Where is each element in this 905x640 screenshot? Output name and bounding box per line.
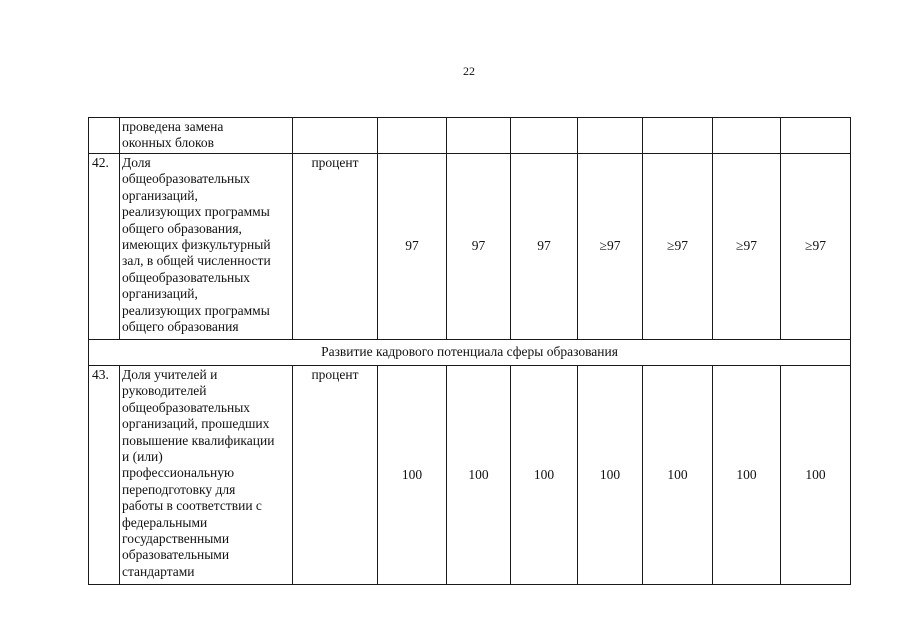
cell-value-empty	[578, 118, 643, 154]
cell-value-empty	[378, 118, 447, 154]
indicators-table	[88, 117, 851, 585]
table-row-42	[89, 154, 851, 340]
cell-value-empty	[447, 118, 511, 154]
cell-value: ≥97	[578, 154, 643, 340]
cell-value-empty	[643, 118, 713, 154]
cell-description: проведена замена оконных блоков	[120, 118, 293, 154]
cell-value-empty	[511, 118, 578, 154]
table-row-43	[89, 366, 851, 585]
cell-value: 100	[447, 366, 511, 585]
cell-value: ≥97	[643, 154, 713, 340]
table-row-continuation	[89, 118, 851, 154]
page-number: 22	[463, 64, 475, 78]
cell-unit: процент	[293, 154, 378, 340]
cell-unit: процент	[293, 366, 378, 585]
cell-value: 97	[447, 154, 511, 340]
cell-unit-empty	[293, 118, 378, 154]
cell-value-empty	[713, 118, 781, 154]
cell-value: 97	[511, 154, 578, 340]
cell-value: 100	[781, 366, 851, 585]
table-row-section-heading	[89, 340, 851, 366]
cell-value: 100	[578, 366, 643, 585]
cell-number: 43.	[89, 366, 120, 585]
cell-description: Доля общеобразовательных организаций, реализующих программы общего образования, имеющих физкультурный зал, в общей численности общеобразовательных организаций, реализующих программы общего образования	[120, 154, 293, 340]
cell-description: Доля учителей и руководителей общеобразовательных организаций, прошедших повышение квалификации и (или) профессиональную переподготовку для работы в соответствии с федеральными государственными образовательными стандартами	[120, 366, 293, 585]
cell-value: 100	[511, 366, 578, 585]
cell-number-empty	[89, 118, 120, 154]
cell-value: 100	[378, 366, 447, 585]
cell-number: 42.	[89, 154, 120, 340]
cell-value: ≥97	[713, 154, 781, 340]
cell-value: 97	[378, 154, 447, 340]
cell-value: 100	[643, 366, 713, 585]
cell-value: 100	[713, 366, 781, 585]
section-heading: Развитие кадрового потенциала сферы образования	[89, 340, 851, 366]
cell-value-empty	[781, 118, 851, 154]
cell-value: ≥97	[781, 154, 851, 340]
